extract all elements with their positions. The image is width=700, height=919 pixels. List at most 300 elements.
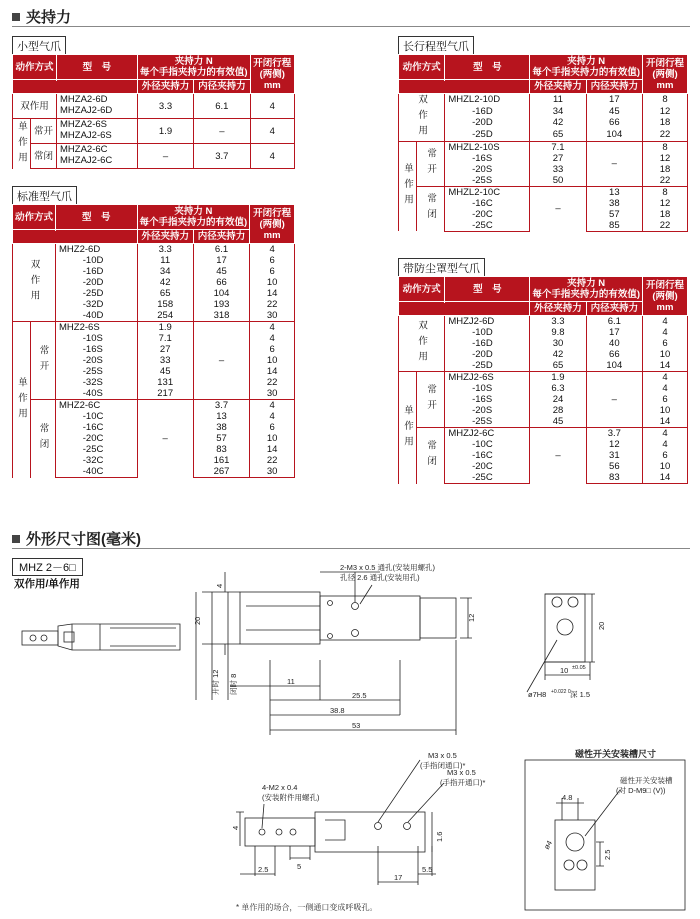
cell-inner: 57 xyxy=(193,433,249,444)
cell-stroke: 18 xyxy=(643,209,688,220)
th-outer: 外径夹持力 xyxy=(530,302,586,316)
cell-model: -20C xyxy=(56,433,138,444)
cell-sub-action: 常开 xyxy=(417,372,445,428)
cell-outer: 65 xyxy=(137,288,193,299)
th-stroke: 开闭行程 (两侧) mm xyxy=(250,205,295,244)
th-outer: 外径夹持力 xyxy=(530,80,586,94)
cell-stroke: 10 xyxy=(643,461,688,472)
cell-outer: 7.1 xyxy=(530,141,586,153)
cell-stroke: 10 xyxy=(250,433,295,444)
cell-inner: 83 xyxy=(586,472,642,484)
model-box: MHZ 2－6□ xyxy=(12,558,83,576)
cell-inner: 17 xyxy=(586,94,642,106)
cell-model: -10C xyxy=(445,439,530,450)
cell-outer: – xyxy=(530,428,586,484)
cell-stroke: 4 xyxy=(250,400,295,412)
cell-sub-action: 常开 xyxy=(31,119,57,144)
model-line: MHZAJ2-6S xyxy=(60,130,112,141)
cell-model: -16D xyxy=(56,266,138,277)
th-stroke: 开闭行程 (两侧) mm xyxy=(643,55,688,94)
front-view xyxy=(196,572,472,735)
cell-stroke: 4 xyxy=(250,144,294,169)
dim-17: 17 xyxy=(394,873,403,882)
dim-side-10-tol: ±0.05 xyxy=(572,665,586,671)
dim-open: 开时 12 xyxy=(211,669,220,695)
cell-model: MHZ2-6C xyxy=(56,400,138,412)
switch-note-sub: (对 D-M9□ (V)) xyxy=(616,786,666,795)
dim-5-5: 5.5 xyxy=(422,865,433,874)
cell-outer: – xyxy=(137,144,193,169)
cell-model: MHZL2-10S xyxy=(445,141,530,153)
dim-bore: ø7H8 xyxy=(528,690,547,699)
cell-action-single: 单作用 xyxy=(399,372,417,484)
dim-20: 20 xyxy=(193,616,202,625)
cell-inner: – xyxy=(586,372,642,428)
cell-stroke: 8 xyxy=(643,94,688,106)
th-action: 动作方式 xyxy=(13,205,56,230)
cell-outer: 42 xyxy=(530,117,586,129)
table-long xyxy=(398,54,688,232)
cell-model: -20D xyxy=(56,277,138,288)
th-blank xyxy=(399,302,530,316)
cell-inner: 66 xyxy=(193,277,249,288)
cell-stroke: 4 xyxy=(250,244,295,256)
cell-outer: 34 xyxy=(530,106,586,118)
table-row xyxy=(399,316,688,328)
cell-inner: 104 xyxy=(586,129,642,141)
switch-note: 磁性开关安装槽 xyxy=(620,776,673,785)
dim-4-8: 4.8 xyxy=(562,793,573,802)
cell-outer: 3.3 xyxy=(530,316,586,328)
dim-close: 闭时 8 xyxy=(229,673,238,695)
cell-inner: 6.1 xyxy=(586,316,642,328)
cell-sub-action: 常闭 xyxy=(31,144,57,169)
model-line: MHZA2-6C xyxy=(60,144,108,155)
cell-inner: – xyxy=(586,141,642,186)
table-row xyxy=(13,299,295,310)
cell-stroke: 14 xyxy=(250,444,295,455)
th-inner: 内径夹持力 xyxy=(194,80,250,94)
th-force: 夹持力 N 每个手指夹持力的有效值) xyxy=(530,277,643,302)
table-row xyxy=(399,428,688,440)
cell-sub-action: 常开 xyxy=(417,141,445,186)
cell-outer: 27 xyxy=(137,344,193,355)
table-row xyxy=(13,377,295,388)
cell-action: 双作用 xyxy=(13,244,56,322)
dim-phi-4: ø4 xyxy=(541,838,555,851)
cell-outer: 6.3 xyxy=(530,383,586,394)
cell-model: -16C xyxy=(445,450,530,461)
table-small xyxy=(12,54,295,169)
cell-stroke: 6 xyxy=(643,338,688,349)
cell-outer: 65 xyxy=(530,360,586,372)
cell-action: 双作用 xyxy=(399,316,445,372)
cell-inner: 40 xyxy=(586,338,642,349)
cell-model: -20D xyxy=(445,349,530,360)
th-force: 夹持力 N 每个手指夹持力的有效值) xyxy=(137,205,250,230)
table-title-small: 小型气爪 xyxy=(12,36,66,56)
dim-25-5: 25.5 xyxy=(352,691,367,700)
cell-model: -16S xyxy=(445,394,530,405)
note-mount-hole: 孔径 2.6 通孔(安装用孔) xyxy=(340,573,420,582)
th-blank xyxy=(13,230,138,244)
cell-outer: 50 xyxy=(530,175,586,187)
dim-depth: 深 1.5 xyxy=(570,690,591,699)
table-row xyxy=(399,372,688,384)
cell-model: -16C xyxy=(56,422,138,433)
cell-inner: 45 xyxy=(586,106,642,118)
cell-stroke: 10 xyxy=(643,405,688,416)
cell-inner: 13 xyxy=(193,411,249,422)
cell-outer: 42 xyxy=(530,349,586,360)
drawing-subtitle: 双作用/单作用 xyxy=(14,578,80,590)
th-outer: 外径夹持力 xyxy=(137,230,193,244)
cell-stroke: 22 xyxy=(250,377,295,388)
cell-model: -25C xyxy=(56,444,138,455)
cell-outer: 27 xyxy=(530,153,586,164)
cell-outer: 1.9 xyxy=(137,322,193,334)
cell-stroke: 22 xyxy=(250,299,295,310)
cell-outer: – xyxy=(137,400,193,478)
note-m2: 4-M2 x 0.4 xyxy=(262,783,298,792)
cell-model: -32C xyxy=(56,455,138,466)
cell-inner: 13 xyxy=(586,186,642,198)
th-inner: 内径夹持力 xyxy=(586,80,642,94)
dim-2-5: 2.5 xyxy=(258,865,269,874)
cell-model: MHZL2-10D xyxy=(445,94,530,106)
cell-stroke: 22 xyxy=(643,220,688,232)
table-row xyxy=(13,255,295,266)
cell-action-single: 单作用 xyxy=(13,119,31,169)
th-action: 动作方式 xyxy=(13,55,57,80)
table-dust xyxy=(398,276,688,484)
cell-model: -20S xyxy=(445,164,530,175)
note-m3-close-sub: (手指闭通口)* xyxy=(420,761,466,770)
cell-inner: 17 xyxy=(193,255,249,266)
cell-inner: – xyxy=(193,322,249,400)
cell-stroke: 18 xyxy=(643,117,688,129)
cell-model: -20C xyxy=(445,461,530,472)
th-action: 动作方式 xyxy=(399,277,445,302)
th-force xyxy=(137,55,250,80)
th-model: 型 号 xyxy=(445,277,530,302)
cell-model: -40C xyxy=(56,466,138,478)
cell-model: -25S xyxy=(56,366,138,377)
table-row xyxy=(13,355,295,366)
cell-outer: 158 xyxy=(137,299,193,310)
table-row xyxy=(13,119,295,144)
th-outer: 外径夹持力 xyxy=(137,80,193,94)
th-inner: 内径夹持力 xyxy=(586,302,642,316)
table-row xyxy=(399,141,688,153)
note-m3-close: M3 x 0.5 xyxy=(428,751,457,760)
cell-stroke: 18 xyxy=(643,164,688,175)
cell-stroke: 12 xyxy=(643,106,688,118)
cell-stroke: 4 xyxy=(250,333,295,344)
dim-12: 12 xyxy=(467,613,476,622)
cell-stroke: 4 xyxy=(250,322,295,334)
cell-stroke: 14 xyxy=(643,472,688,484)
section-title: 夹持力 xyxy=(26,9,72,26)
cell-outer: 3.3 xyxy=(137,244,193,256)
cell-stroke: 10 xyxy=(643,349,688,360)
cell-model: MHZJ2-6D xyxy=(445,316,530,328)
cell-stroke: 14 xyxy=(643,360,688,372)
table-row xyxy=(13,333,295,344)
dim-side-10: 10 xyxy=(560,666,569,675)
table-row xyxy=(13,400,295,412)
cell-outer: 11 xyxy=(530,94,586,106)
table-row xyxy=(13,144,295,169)
dim-53: 53 xyxy=(352,721,361,730)
cell-model: -16D xyxy=(445,338,530,349)
cell-outer: 45 xyxy=(530,416,586,428)
cell-stroke: 6 xyxy=(250,422,295,433)
cell-model: MHZL2-10C xyxy=(445,186,530,198)
cell-model: -20C xyxy=(445,209,530,220)
cell-model: -10S xyxy=(56,333,138,344)
cell-outer: 33 xyxy=(137,355,193,366)
th-stroke xyxy=(250,55,294,94)
cell-inner: 45 xyxy=(193,266,249,277)
cell-model: -16S xyxy=(445,153,530,164)
table-row xyxy=(13,310,295,322)
table-title-long: 长行程型气爪 xyxy=(398,36,474,56)
cell-outer: 33 xyxy=(530,164,586,175)
table-row xyxy=(13,366,295,377)
footnote: * 单作用的场合，一侧通口变成呼吸孔。 xyxy=(236,903,378,912)
table-title-dust: 带防尘罩型气爪 xyxy=(398,258,485,278)
cell-model: -10S xyxy=(445,383,530,394)
table-standard xyxy=(12,204,295,478)
cell-stroke: 30 xyxy=(250,310,295,322)
cell-model xyxy=(57,94,138,119)
cell-stroke: 10 xyxy=(250,355,295,366)
model-line: MHZAJ2-6C xyxy=(60,155,113,166)
cell-inner: 318 xyxy=(193,310,249,322)
cell-model: -25C xyxy=(445,220,530,232)
cell-sub-action: 常闭 xyxy=(417,428,445,484)
cell-inner: 56 xyxy=(586,461,642,472)
th-stroke-2: (两侧) xyxy=(259,68,285,80)
iso-view xyxy=(22,624,180,650)
cell-stroke: 4 xyxy=(250,411,295,422)
cell-stroke: 22 xyxy=(643,175,688,187)
cell-model: -32D xyxy=(56,299,138,310)
cell-model: -20D xyxy=(445,117,530,129)
dim-bore-tol: +0.022 0 xyxy=(551,689,571,695)
cell-stroke: 6 xyxy=(250,344,295,355)
cell-outer: 28 xyxy=(530,405,586,416)
cell-outer: 30 xyxy=(530,338,586,349)
section-header-dims xyxy=(12,528,141,549)
cell-inner: 6.1 xyxy=(194,94,250,119)
cell-outer: 11 xyxy=(137,255,193,266)
switch-groove-view xyxy=(525,760,685,910)
cell-model: -25D xyxy=(445,360,530,372)
section-title: 外形尺寸图(毫米) xyxy=(26,531,141,548)
th-model: 型 号 xyxy=(57,55,138,80)
cell-inner: 17 xyxy=(586,327,642,338)
cell-stroke: 8 xyxy=(643,141,688,153)
cell-model: -10D xyxy=(56,255,138,266)
cell-stroke: 12 xyxy=(643,153,688,164)
cell-stroke: 6 xyxy=(250,255,295,266)
table-row xyxy=(13,288,295,299)
cell-outer: 9.8 xyxy=(530,327,586,338)
th-force: 夹持力 N 每个手指夹持力的有效值) xyxy=(530,55,643,80)
cell-inner: 267 xyxy=(193,466,249,478)
cell-inner: 38 xyxy=(193,422,249,433)
cell-outer: 24 xyxy=(530,394,586,405)
cell-inner: 3.7 xyxy=(193,400,249,412)
bottom-view xyxy=(236,760,444,885)
cell-model: MHZ2-6D xyxy=(56,244,138,256)
cell-action: 双作用 xyxy=(13,94,57,119)
cell-model: -25D xyxy=(445,129,530,141)
cell-model: -10C xyxy=(56,411,138,422)
table-row xyxy=(399,94,688,106)
dim-11: 11 xyxy=(287,677,295,686)
cell-model: -25C xyxy=(445,472,530,484)
cell-inner: 193 xyxy=(193,299,249,310)
cell-stroke: 6 xyxy=(250,266,295,277)
cell-inner: 83 xyxy=(193,444,249,455)
cell-inner: 3.7 xyxy=(586,428,642,440)
note-m2-sub: (安装附件用螺孔) xyxy=(262,793,320,802)
cell-model xyxy=(57,119,138,144)
th-blank xyxy=(13,80,138,94)
section-bullet-icon xyxy=(12,535,20,543)
cell-outer: 45 xyxy=(137,366,193,377)
switch-groove-title: 磁性开关安装槽尺寸 xyxy=(575,749,657,759)
table-row xyxy=(13,277,295,288)
side-view xyxy=(527,594,595,692)
cell-stroke: 30 xyxy=(250,466,295,478)
cell-stroke: 10 xyxy=(250,277,295,288)
cell-model: -16S xyxy=(56,344,138,355)
dim-side-20: 20 xyxy=(597,621,606,630)
dim-38-8: 38.8 xyxy=(330,706,345,715)
dim-1-6: 1.6 xyxy=(435,831,444,842)
cell-model: -25S xyxy=(445,175,530,187)
cell-model: MHZ2-6S xyxy=(56,322,138,334)
table-row xyxy=(399,186,688,198)
th-blank xyxy=(399,80,530,94)
model-line: MHZAJ2-6D xyxy=(60,105,113,116)
cell-action-single: 单作用 xyxy=(13,322,31,478)
note-m3-open-sub: (手指开通口)* xyxy=(440,778,486,787)
cell-inner: 161 xyxy=(193,455,249,466)
cell-model xyxy=(57,144,138,169)
note-mount-thread: 2-M3 x 0.5 通孔(安装用螺孔) xyxy=(340,563,436,572)
section-header-force xyxy=(12,6,71,27)
th-stroke: 开闭行程 (两侧) mm xyxy=(643,277,688,316)
cell-stroke: 4 xyxy=(643,428,688,440)
table-title-standard: 标准型气爪 xyxy=(12,186,77,206)
th-force-sub: 每个手指夹持力的有效值) xyxy=(139,67,248,78)
cell-stroke: 14 xyxy=(250,288,295,299)
table-row xyxy=(13,266,295,277)
cell-model: -16D xyxy=(445,106,530,118)
cell-stroke: 4 xyxy=(643,327,688,338)
cell-stroke: 14 xyxy=(643,416,688,428)
cell-outer: 3.3 xyxy=(137,94,193,119)
cell-action: 双作用 xyxy=(399,94,445,142)
dim-4-bottom: 4 xyxy=(231,825,240,830)
cell-inner: 12 xyxy=(586,439,642,450)
section-divider xyxy=(12,26,690,27)
cell-stroke: 14 xyxy=(250,366,295,377)
cell-inner: 104 xyxy=(586,360,642,372)
cell-outer: 7.1 xyxy=(137,333,193,344)
cell-model: -20S xyxy=(56,355,138,366)
cell-inner: 104 xyxy=(193,288,249,299)
cell-stroke: 8 xyxy=(643,186,688,198)
cell-stroke: 12 xyxy=(643,198,688,209)
cell-stroke: 4 xyxy=(250,119,294,144)
th-stroke-1: 开闭行程 xyxy=(253,57,292,69)
cell-outer: 254 xyxy=(137,310,193,322)
cell-outer: 34 xyxy=(137,266,193,277)
cell-model: -40D xyxy=(56,310,138,322)
cell-model: -40S xyxy=(56,388,138,400)
cell-stroke: 4 xyxy=(250,94,294,119)
cell-stroke: 4 xyxy=(643,316,688,328)
cell-outer: 217 xyxy=(137,388,193,400)
cell-model: -25S xyxy=(445,416,530,428)
cell-model: MHZJ2-6S xyxy=(445,372,530,384)
cell-outer: 1.9 xyxy=(530,372,586,384)
dim-5: 5 xyxy=(297,862,302,871)
model-line: MHZA2-6D xyxy=(60,94,108,105)
cell-outer: 42 xyxy=(137,277,193,288)
cell-stroke: 30 xyxy=(250,388,295,400)
section-bullet-icon xyxy=(12,13,20,21)
cell-inner: 85 xyxy=(586,220,642,232)
table-row xyxy=(13,322,295,334)
cell-model: -10D xyxy=(445,327,530,338)
th-force-main: 夹持力 N xyxy=(174,56,213,67)
cell-model: -16C xyxy=(445,198,530,209)
cell-inner: 6.1 xyxy=(193,244,249,256)
cell-stroke: 4 xyxy=(643,383,688,394)
cell-inner: 31 xyxy=(586,450,642,461)
cell-outer: 131 xyxy=(137,377,193,388)
cell-outer: 1.9 xyxy=(137,119,193,144)
dim-4: 4 xyxy=(215,583,224,588)
cell-model: -32S xyxy=(56,377,138,388)
cell-inner: 66 xyxy=(586,349,642,360)
cell-stroke: 4 xyxy=(643,372,688,384)
cell-outer: 65 xyxy=(530,129,586,141)
cell-stroke: 22 xyxy=(250,455,295,466)
cell-sub-action: 常开 xyxy=(31,322,56,400)
table-row xyxy=(13,244,295,256)
cell-model: -20S xyxy=(445,405,530,416)
cell-sub-action: 常闭 xyxy=(31,400,56,478)
cell-action-single: 单作用 xyxy=(399,141,417,231)
cell-stroke: 6 xyxy=(643,450,688,461)
th-model: 型 号 xyxy=(56,205,138,230)
cell-inner: 57 xyxy=(586,209,642,220)
th-model: 型 号 xyxy=(445,55,530,80)
cell-outer: – xyxy=(530,186,586,231)
th-action: 动作方式 xyxy=(399,55,445,80)
th-inner: 内径夹持力 xyxy=(193,230,249,244)
section-divider xyxy=(12,548,690,549)
model-line: MHZA2-6S xyxy=(60,119,107,130)
